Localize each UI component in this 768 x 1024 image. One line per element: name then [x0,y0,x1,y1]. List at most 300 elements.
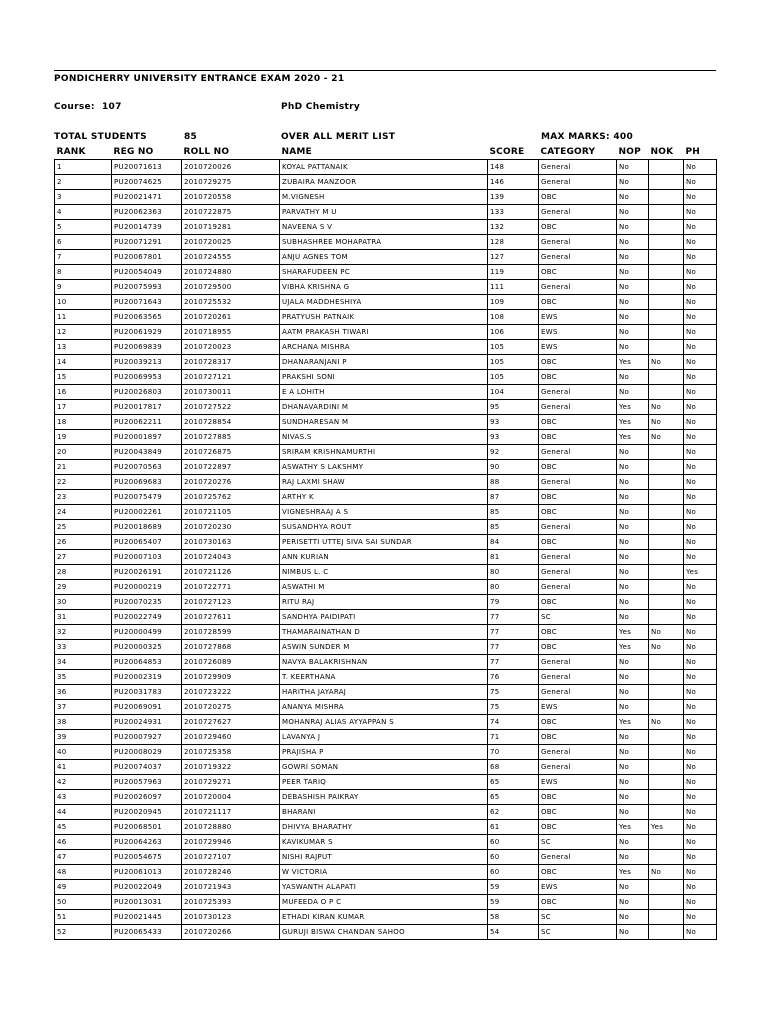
cell-nok [649,295,684,310]
cell-nok [649,325,684,340]
col-name: NAME [280,146,488,160]
cell-rank: 24 [55,505,112,520]
cell-nop: No [617,310,649,325]
merit-table [54,146,717,940]
cell-rank: 11 [55,310,112,325]
cell-category: General [539,760,617,775]
cell-nop: No [617,835,649,850]
cell-nok [649,610,684,625]
cell-reg-no: PU20070235 [112,595,182,610]
cell-ph: Yes [684,565,717,580]
cell-category: OBC [539,895,617,910]
cell-ph: No [684,250,717,265]
cell-rank: 12 [55,325,112,340]
cell-ph: No [684,625,717,640]
cell-roll-no: 2010721943 [182,880,280,895]
table-row [55,535,717,550]
cell-score: 132 [488,220,539,235]
cell-nok [649,595,684,610]
cell-category: EWS [539,340,617,355]
cell-category: General [539,235,617,250]
table-row [55,355,717,370]
cell-nop: No [617,325,649,340]
cell-roll-no: 2010727123 [182,595,280,610]
cell-nop: No [617,925,649,940]
cell-ph: No [684,580,717,595]
cell-nok [649,745,684,760]
table-body [55,160,717,940]
cell-score: 77 [488,610,539,625]
table-row [55,475,717,490]
cell-rank: 45 [55,820,112,835]
top-rule [54,70,716,71]
cell-roll-no: 2010720558 [182,190,280,205]
cell-score: 92 [488,445,539,460]
cell-ph: No [684,295,717,310]
cell-ph: No [684,730,717,745]
cell-nop: Yes [617,430,649,445]
cell-rank: 7 [55,250,112,265]
cell-ph: No [684,775,717,790]
cell-nop: No [617,580,649,595]
cell-ph: No [684,805,717,820]
cell-nok [649,475,684,490]
cell-score: 75 [488,685,539,700]
cell-reg-no: PU20074037 [112,760,182,775]
cell-ph: No [684,415,717,430]
cell-ph: No [684,685,717,700]
cell-ph: No [684,925,717,940]
cell-category: SC [539,610,617,625]
cell-roll-no: 2010728246 [182,865,280,880]
cell-category: General [539,400,617,415]
cell-score: 81 [488,550,539,565]
cell-nop: No [617,655,649,670]
cell-nop: No [617,610,649,625]
cell-rank: 20 [55,445,112,460]
cell-nok [649,460,684,475]
cell-rank: 48 [55,865,112,880]
cell-reg-no: PU20026191 [112,565,182,580]
cell-score: 75 [488,700,539,715]
cell-rank: 3 [55,190,112,205]
cell-category: EWS [539,700,617,715]
cell-nok [649,805,684,820]
cell-reg-no: PU20061013 [112,865,182,880]
cell-ph: No [684,490,717,505]
cell-category: OBC [539,730,617,745]
table-row [55,550,717,565]
cell-roll-no: 2010729909 [182,670,280,685]
cell-roll-no: 2010718955 [182,325,280,340]
cell-name: PEER TARIQ [280,775,488,790]
cell-nok [649,250,684,265]
course-label: Course: [54,102,95,112]
cell-name: SHARAFUDEEN PC [280,265,488,280]
cell-roll-no: 2010727885 [182,430,280,445]
cell-rank: 14 [55,355,112,370]
cell-rank: 50 [55,895,112,910]
table-row [55,400,717,415]
cell-name: NISHI RAJPUT [280,850,488,865]
table-row [55,715,717,730]
table-row [55,370,717,385]
cell-category: General [539,280,617,295]
cell-nop: No [617,280,649,295]
cell-ph: No [684,385,717,400]
cell-score: 62 [488,805,539,820]
cell-name: DHANARANJANI P [280,355,488,370]
table-row [55,625,717,640]
cell-name: ASWATHI M [280,580,488,595]
cell-reg-no: PU20074625 [112,175,182,190]
cell-ph: No [684,445,717,460]
cell-reg-no: PU20069953 [112,370,182,385]
cell-nop: No [617,475,649,490]
cell-roll-no: 2010720275 [182,700,280,715]
cell-reg-no: PU20000499 [112,625,182,640]
cell-nop: No [617,370,649,385]
table-row [55,430,717,445]
cell-score: 90 [488,460,539,475]
cell-name: KAVIKUMAR S [280,835,488,850]
cell-nok [649,670,684,685]
cell-reg-no: PU20008029 [112,745,182,760]
cell-ph: No [684,175,717,190]
cell-ph: No [684,865,717,880]
cell-reg-no: PU20071291 [112,235,182,250]
cell-name: PERISETTI UTTEJ SIVA SAI SUNDAR [280,535,488,550]
cell-name: GURUJI BISWA CHANDAN SAHOO [280,925,488,940]
cell-nop: Yes [617,715,649,730]
cell-reg-no: PU20061929 [112,325,182,340]
cell-name: BHARANI [280,805,488,820]
course-number: 107 [102,102,122,112]
cell-rank: 31 [55,610,112,625]
cell-category: General [539,655,617,670]
col-rank: RANK [55,146,112,160]
cell-reg-no: PU20054675 [112,850,182,865]
cell-nop: Yes [617,355,649,370]
cell-reg-no: PU20002319 [112,670,182,685]
cell-ph: No [684,265,717,280]
cell-reg-no: PU20063565 [112,310,182,325]
cell-category: General [539,205,617,220]
cell-category: General [539,175,617,190]
table-row [55,865,717,880]
cell-score: 87 [488,490,539,505]
cell-name: DHIVYA BHARATHY [280,820,488,835]
cell-score: 65 [488,775,539,790]
cell-category: OBC [539,805,617,820]
table-row [55,925,717,940]
cell-score: 59 [488,895,539,910]
cell-nop: No [617,670,649,685]
cell-category: OBC [539,625,617,640]
cell-ph: No [684,280,717,295]
cell-name: W VICTORIA [280,865,488,880]
cell-rank: 33 [55,640,112,655]
cell-category: General [539,160,617,175]
table-row [55,730,717,745]
cell-roll-no: 2010720026 [182,160,280,175]
cell-reg-no: PU20014739 [112,220,182,235]
cell-roll-no: 2010720025 [182,235,280,250]
cell-nok [649,580,684,595]
cell-nop: No [617,385,649,400]
cell-nop: Yes [617,400,649,415]
cell-nok [649,370,684,385]
cell-name: ASWATHY S LAKSHMY [280,460,488,475]
cell-name: MUFEEDA O P C [280,895,488,910]
cell-category: General [539,850,617,865]
cell-name: NIMBUS L. C [280,565,488,580]
cell-category: SC [539,925,617,940]
cell-score: 148 [488,160,539,175]
table-row [55,775,717,790]
cell-reg-no: PU20026803 [112,385,182,400]
cell-ph: No [684,835,717,850]
cell-rank: 22 [55,475,112,490]
cell-category: OBC [539,295,617,310]
cell-nok [649,505,684,520]
cell-nok [649,790,684,805]
cell-name: MOHANRAJ ALIAS AYYAPPAN S [280,715,488,730]
cell-ph: No [684,520,717,535]
cell-nop: Yes [617,625,649,640]
cell-category: EWS [539,775,617,790]
cell-name: AATM PRAKASH TIWARI [280,325,488,340]
cell-reg-no: PU20067801 [112,250,182,265]
cell-rank: 25 [55,520,112,535]
course-name: PhD Chemistry [281,102,361,112]
cell-score: 109 [488,295,539,310]
cell-category: SC [539,835,617,850]
cell-category: General [539,250,617,265]
table-row [55,490,717,505]
cell-nop: No [617,235,649,250]
cell-roll-no: 2010726089 [182,655,280,670]
cell-name: KOYAL PATTANAIK [280,160,488,175]
cell-category: OBC [539,640,617,655]
cell-rank: 15 [55,370,112,385]
cell-rank: 21 [55,460,112,475]
cell-category: General [539,550,617,565]
table-row [55,790,717,805]
cell-name: T. KEERTHANA [280,670,488,685]
cell-nop: Yes [617,415,649,430]
cell-nok [649,835,684,850]
total-students-label: TOTAL STUDENTS [54,132,147,142]
cell-rank: 27 [55,550,112,565]
cell-rank: 35 [55,670,112,685]
table-row [55,160,717,175]
table-row [55,655,717,670]
table-row [55,670,717,685]
cell-score: 58 [488,910,539,925]
cell-name: NAVYA BALAKRISHNAN [280,655,488,670]
cell-score: 106 [488,325,539,340]
cell-rank: 8 [55,265,112,280]
cell-nop: No [617,775,649,790]
cell-roll-no: 2010727107 [182,850,280,865]
cell-nok [649,340,684,355]
cell-rank: 39 [55,730,112,745]
cell-ph: No [684,340,717,355]
cell-nok [649,520,684,535]
table-row [55,340,717,355]
table-row [55,505,717,520]
col-roll-no: ROLL NO [182,146,280,160]
cell-nop: No [617,265,649,280]
cell-roll-no: 2010727522 [182,400,280,415]
cell-nok [649,850,684,865]
cell-ph: No [684,370,717,385]
cell-rank: 40 [55,745,112,760]
cell-name: THAMARAINATHAN D [280,625,488,640]
cell-name: DEBASHISH PAIKRAY [280,790,488,805]
cell-reg-no: PU20026097 [112,790,182,805]
cell-roll-no: 2010728599 [182,625,280,640]
cell-reg-no: PU20020945 [112,805,182,820]
cell-category: EWS [539,310,617,325]
table-row [55,460,717,475]
cell-score: 111 [488,280,539,295]
cell-score: 68 [488,760,539,775]
cell-category: General [539,685,617,700]
cell-score: 146 [488,175,539,190]
cell-reg-no: PU20054049 [112,265,182,280]
cell-rank: 46 [55,835,112,850]
cell-name: RAJ LAXMI SHAW [280,475,488,490]
cell-category: OBC [539,220,617,235]
cell-roll-no: 2010719281 [182,220,280,235]
cell-name: PRATYUSH PATNAIK [280,310,488,325]
cell-score: 104 [488,385,539,400]
cell-reg-no: PU20065407 [112,535,182,550]
cell-reg-no: PU20018689 [112,520,182,535]
cell-ph: No [684,310,717,325]
cell-reg-no: PU20075993 [112,280,182,295]
cell-reg-no: PU20069839 [112,340,182,355]
cell-ph: No [684,535,717,550]
cell-roll-no: 2010729271 [182,775,280,790]
cell-ph: No [684,460,717,475]
cell-score: 71 [488,730,539,745]
cell-category: EWS [539,325,617,340]
cell-ph: No [684,895,717,910]
col-score: SCORE [488,146,539,160]
cell-roll-no: 2010728317 [182,355,280,370]
cell-category: General [539,520,617,535]
cell-roll-no: 2010725358 [182,745,280,760]
cell-score: 65 [488,790,539,805]
table-row [55,235,717,250]
table-row [55,580,717,595]
cell-reg-no: PU20000219 [112,580,182,595]
cell-rank: 17 [55,400,112,415]
cell-reg-no: PU20071643 [112,295,182,310]
table-row [55,895,717,910]
cell-nok [649,880,684,895]
table-row [55,850,717,865]
cell-nop: No [617,160,649,175]
cell-ph: No [684,760,717,775]
cell-score: 105 [488,370,539,385]
cell-category: General [539,385,617,400]
table-row [55,880,717,895]
cell-name: M.VIGNESH [280,190,488,205]
cell-nok [649,235,684,250]
cell-ph: No [684,850,717,865]
cell-roll-no: 2010719322 [182,760,280,775]
cell-nok [649,565,684,580]
table-row [55,265,717,280]
cell-category: OBC [539,415,617,430]
cell-rank: 34 [55,655,112,670]
table-row [55,805,717,820]
cell-ph: No [684,325,717,340]
cell-reg-no: PU20024931 [112,715,182,730]
table-row [55,835,717,850]
cell-score: 128 [488,235,539,250]
cell-nop: Yes [617,820,649,835]
cell-rank: 13 [55,340,112,355]
cell-ph: No [684,550,717,565]
cell-name: ARTHY K [280,490,488,505]
cell-category: OBC [539,790,617,805]
table-row [55,280,717,295]
cell-roll-no: 2010721117 [182,805,280,820]
table-row [55,910,717,925]
cell-ph: No [684,745,717,760]
cell-name: UJALA MADDHESHIYA [280,295,488,310]
cell-rank: 41 [55,760,112,775]
cell-nok: Yes [649,820,684,835]
cell-score: 85 [488,520,539,535]
cell-rank: 51 [55,910,112,925]
cell-reg-no: PU20022049 [112,880,182,895]
cell-nok: No [649,355,684,370]
cell-category: General [539,565,617,580]
cell-nok [649,700,684,715]
cell-reg-no: PU20069091 [112,700,182,715]
cell-nok [649,535,684,550]
col-nop: NOP [617,146,649,160]
cell-nop: No [617,190,649,205]
cell-ph: No [684,205,717,220]
table-row [55,175,717,190]
table-row [55,745,717,760]
cell-roll-no: 2010729946 [182,835,280,850]
cell-name: VIBHA KRISHNA G [280,280,488,295]
cell-nop: No [617,745,649,760]
cell-rank: 18 [55,415,112,430]
cell-nok [649,280,684,295]
table-row [55,610,717,625]
cell-reg-no: PU20043849 [112,445,182,460]
cell-category: OBC [539,535,617,550]
cell-rank: 2 [55,175,112,190]
merit-list-label: OVER ALL MERIT LIST [281,132,396,142]
col-nok: NOK [649,146,684,160]
cell-reg-no: PU20000325 [112,640,182,655]
cell-nok [649,205,684,220]
cell-reg-no: PU20071613 [112,160,182,175]
cell-ph: No [684,400,717,415]
cell-category: General [539,475,617,490]
cell-category: OBC [539,355,617,370]
